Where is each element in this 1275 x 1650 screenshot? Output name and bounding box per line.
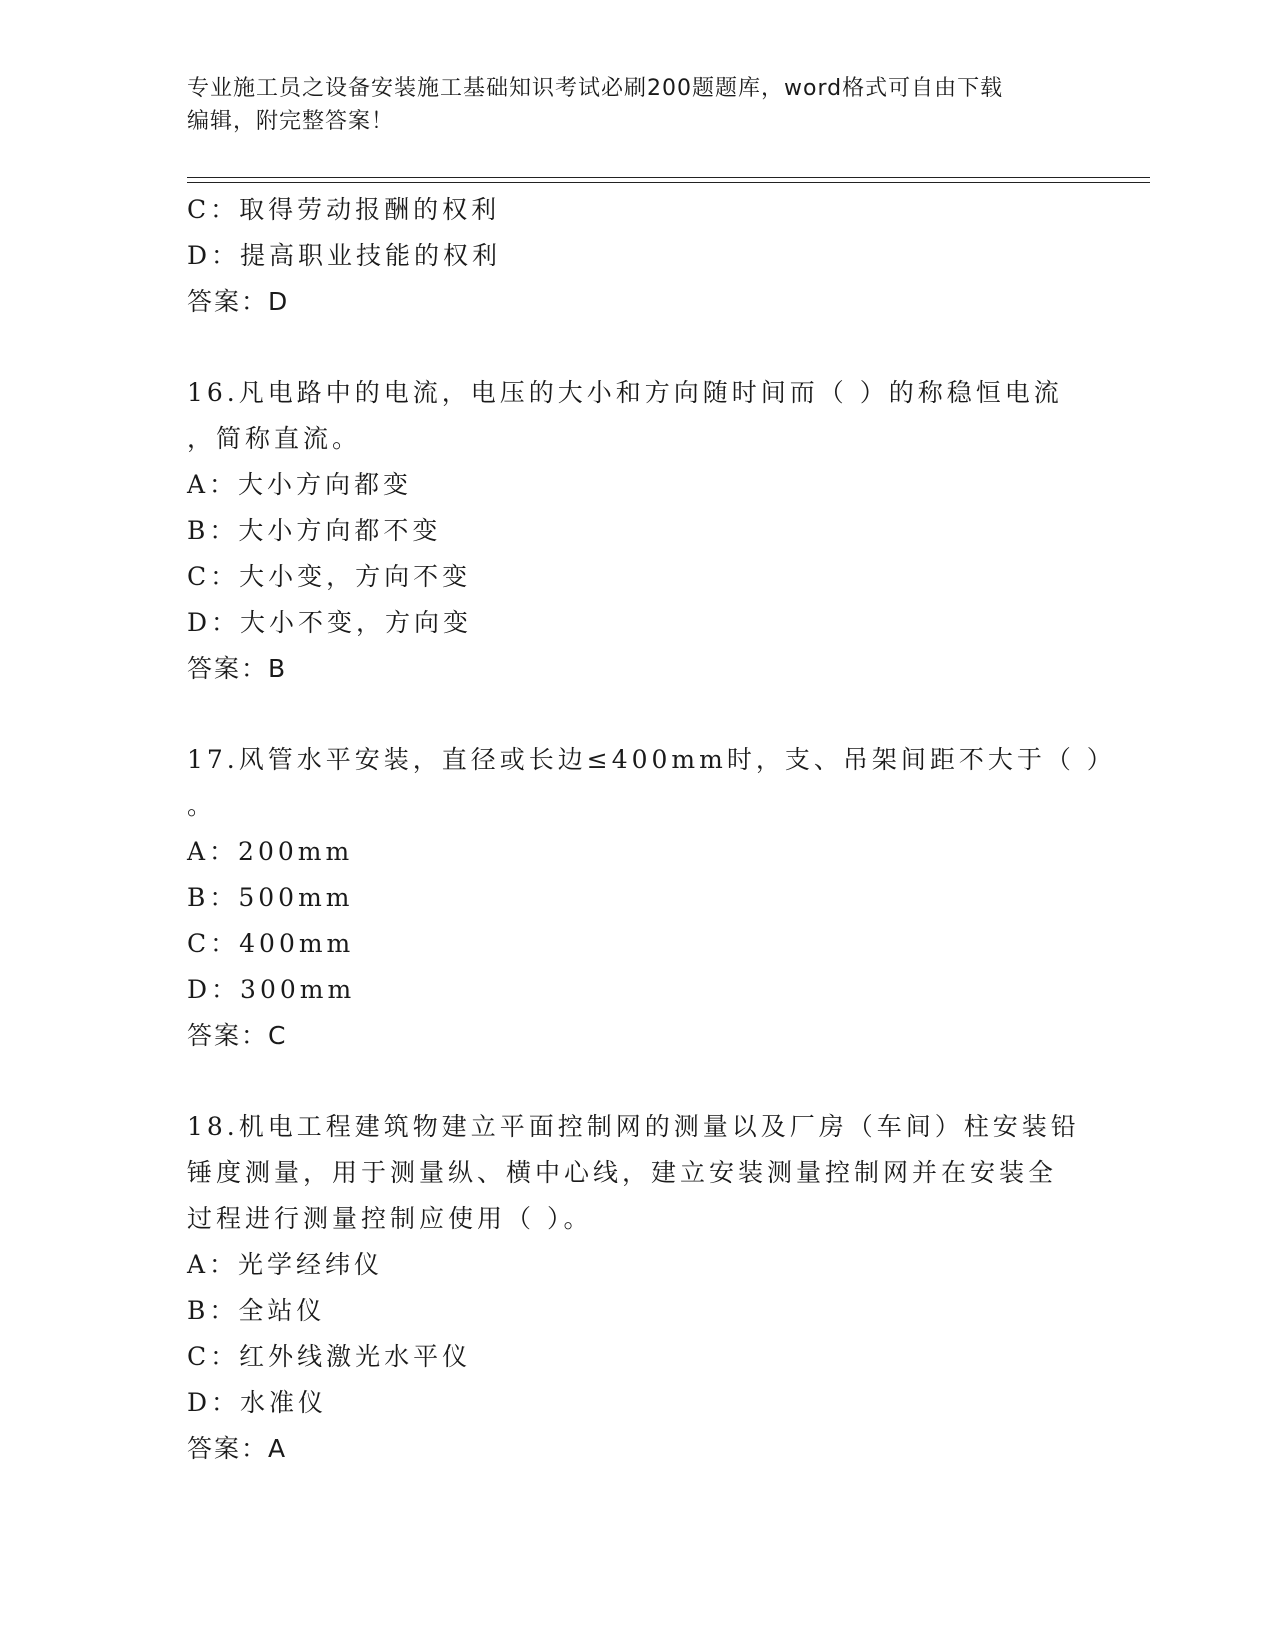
question-stem: 18.机电工程建筑物建立平面控制网的测量以及厂房（车间）柱安装铅 xyxy=(187,1112,1080,1141)
answer-line: 答案：B xyxy=(187,654,288,683)
option-c: C：400mm xyxy=(187,929,355,958)
question-18 xyxy=(187,1104,1087,1472)
option-d: D：300mm xyxy=(187,975,356,1004)
question-stem: 16.凡电路中的电流，电压的大小和方向随时间而（ ）的称稳恒电流 xyxy=(187,378,1063,407)
header-divider-top xyxy=(187,177,1150,178)
option-d: D：水准仪 xyxy=(187,1388,328,1417)
header-divider-bottom xyxy=(187,182,1150,183)
header-line-2: 编辑，附完整答案！ xyxy=(187,109,395,134)
document-header xyxy=(187,72,1067,138)
option-c: C：红外线激光水平仪 xyxy=(187,1342,472,1371)
question-stem: ，简称直流。 xyxy=(187,424,362,453)
option-b: B：全站仪 xyxy=(187,1296,326,1325)
header-line-1: 专业施工员之设备安装施工基础知识考试必刷200题题库，word格式可自由下载 xyxy=(187,76,1004,101)
option-b: B：500mm xyxy=(187,883,354,912)
option-c: C：大小变，方向不变 xyxy=(187,562,472,591)
option-c: C：取得劳动报酬的权利 xyxy=(187,195,501,224)
question-stem: 17.风管水平安装，直径或长边≤400mm时，支、吊架间距不大于（ ） xyxy=(187,745,1116,774)
question-17 xyxy=(187,737,1116,1059)
answer-line: 答案：C xyxy=(187,1021,288,1050)
option-a: A：200mm xyxy=(187,837,354,866)
option-a: A：大小方向都变 xyxy=(187,470,413,499)
answer-line: 答案：A xyxy=(187,1434,288,1463)
question-15 xyxy=(187,187,1087,325)
question-16 xyxy=(187,370,1087,692)
option-b: B：大小方向都不变 xyxy=(187,516,442,545)
question-stem: 。 xyxy=(187,791,217,820)
question-stem: 过程进行测量控制应使用（ ）。 xyxy=(187,1204,593,1233)
option-a: A：光学经纬仪 xyxy=(187,1250,384,1279)
option-d: D：提高职业技能的权利 xyxy=(187,241,502,270)
question-stem: 锤度测量，用于测量纵、横中心线，建立安装测量控制网并在安装全 xyxy=(187,1158,1058,1187)
answer-line: 答案：D xyxy=(187,287,290,316)
question-list xyxy=(187,187,1116,1472)
option-d: D：大小不变，方向变 xyxy=(187,608,473,637)
